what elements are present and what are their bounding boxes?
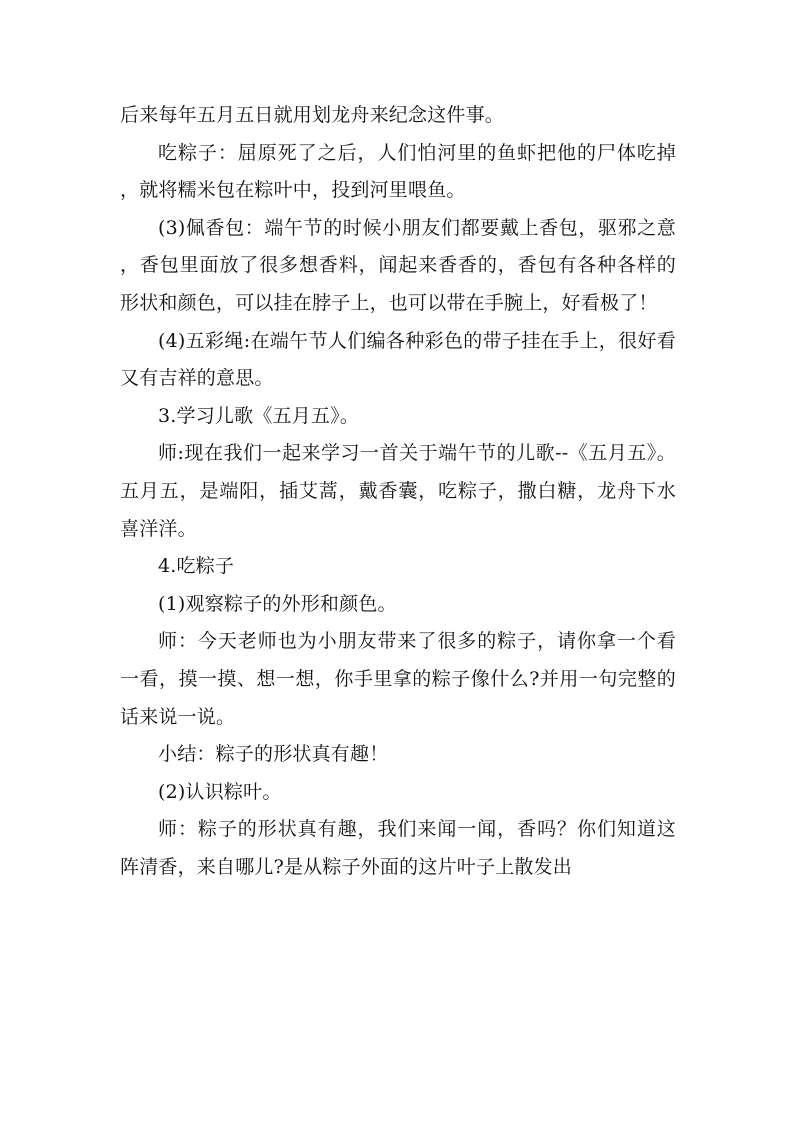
section-heading-eat-zongzi: 4.吃粽子 — [158, 555, 235, 578]
paragraph-teacher-observe: 师：今天老师也为小朋友带来了很多的粽子，请你拿一个看一看，摸一摸、想一想，你手里拿的粽子像什么?并用一句完整的话来说一说。 — [120, 630, 676, 728]
subheading-observe: (1)观察粽子的外形和颜色。 — [158, 592, 397, 615]
paragraph-five-color-rope: (4)五彩绳:在端午节人们编各种彩色的带子挂在手上，很好看又有吉祥的意思。 — [120, 329, 676, 390]
paragraph-eat-zongzi: 吃粽子：屈原死了之后，人们怕河里的鱼虾把他的尸体吃掉，就将糯米包在粽叶中，投到河里喂鱼。 — [120, 141, 676, 202]
paragraph-sachet: (3)佩香包：端午节的时候小朋友们都要戴上香包，驱邪之意，香包里面放了很多想香料，闻起来香香的，香包有各种各样的形状和颜色，可以挂在脖子上，也可以带在手腕上，好看极了！ — [120, 216, 676, 314]
paragraph-continuation: 后来每年五月五日就用划龙舟来纪念这件事。 — [120, 104, 505, 126]
section-heading-learn-song: 3.学习儿歌《五月五》。 — [158, 404, 360, 427]
paragraph-song: 师:现在我们一起来学习一首关于端午节的儿歌--《五月五》。五月五，是端阳，插艾蒿，戴香囊，吃粽子，撒白糖，龙舟下水喜洋洋。 — [120, 442, 676, 540]
paragraph-teacher-leaves: 师：粽子的形状真有趣，我们来闻一闻，香吗？你们知道这阵清香，来自哪儿?是从粽子外面的这片叶子上散发出 — [120, 818, 676, 878]
body-text — [120, 97, 676, 886]
paragraph-summary: 小结：粽子的形状真有趣！ — [158, 743, 389, 766]
subheading-leaves: (2)认识粽叶。 — [158, 780, 282, 803]
